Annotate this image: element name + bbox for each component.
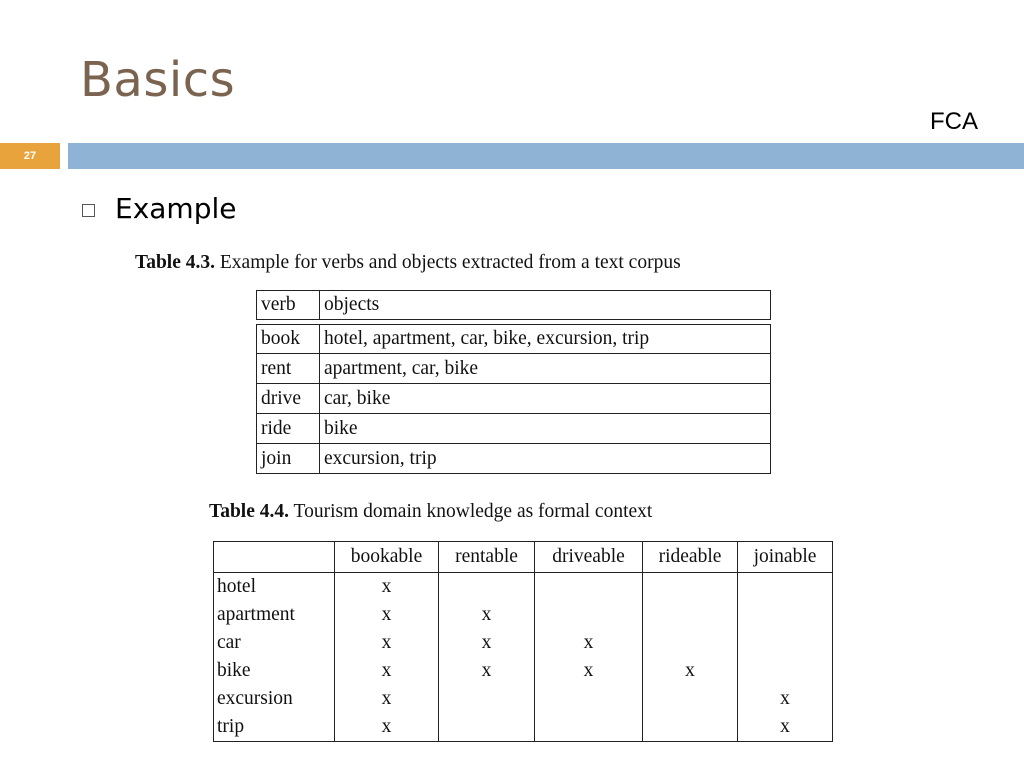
incidence-cell: x: [335, 573, 439, 602]
incidence-cell: [738, 657, 833, 685]
incidence-cell: [738, 629, 833, 657]
incidence-cell: x: [335, 685, 439, 713]
attribute-header: rideable: [643, 542, 738, 573]
incidence-cell: x: [439, 657, 535, 685]
object-name-cell: trip: [214, 713, 335, 742]
incidence-cell: [738, 573, 833, 602]
objects-cell: car, bike: [324, 387, 391, 409]
verb-cell: drive: [257, 384, 320, 413]
table-row: [214, 629, 833, 657]
slide-title: Basics: [80, 52, 236, 108]
attribute-header: rentable: [439, 542, 535, 573]
verb-cell: verb: [257, 291, 320, 319]
table-header-row: [214, 542, 833, 573]
incidence-cell: x: [535, 657, 643, 685]
incidence-cell: [643, 573, 738, 602]
objects-cell: apartment, car, bike: [324, 357, 479, 379]
slide-number: 27: [0, 143, 60, 169]
table-row: [214, 713, 833, 742]
bullet-item: [82, 192, 236, 225]
incidence-cell: x: [439, 629, 535, 657]
table-4-4: [213, 541, 833, 742]
object-name-cell: apartment: [214, 601, 335, 629]
section-label: FCA: [930, 108, 978, 135]
verb-cell: ride: [257, 414, 320, 443]
object-name-cell: car: [214, 629, 335, 657]
incidence-cell: [643, 713, 738, 742]
table-row: [214, 601, 833, 629]
caption-label: Table 4.4.: [209, 501, 290, 522]
objects-cell: excursion, trip: [324, 447, 437, 469]
objects-cell: objects: [324, 294, 380, 315]
incidence-cell: x: [335, 657, 439, 685]
incidence-cell: [535, 573, 643, 602]
objects-cell: hotel, apartment, car, bike, excursion, trip: [324, 328, 650, 349]
table-row: [256, 384, 771, 414]
header-band: [0, 143, 1024, 169]
table-row: [256, 444, 771, 474]
attribute-header: driveable: [535, 542, 643, 573]
caption-label: Table 4.3.: [135, 252, 216, 273]
incidence-cell: [535, 601, 643, 629]
verb-cell: rent: [257, 354, 320, 383]
incidence-cell: x: [738, 713, 833, 742]
verb-cell: book: [257, 325, 320, 353]
attribute-header: bookable: [335, 542, 439, 573]
incidence-cell: x: [335, 629, 439, 657]
table-row: [214, 657, 833, 685]
table-row: [256, 324, 771, 354]
verb-cell: join: [257, 444, 320, 473]
table-4-4-caption: [209, 501, 652, 523]
incidence-cell: [535, 713, 643, 742]
incidence-cell: [643, 601, 738, 629]
square-bullet-icon: [82, 204, 95, 217]
table-row: [256, 354, 771, 384]
table-header-row: [256, 290, 771, 320]
incidence-cell: [439, 685, 535, 713]
bullet-text: Example: [115, 192, 237, 225]
incidence-cell: x: [643, 657, 738, 685]
incidence-cell: x: [738, 685, 833, 713]
table-row: [214, 685, 833, 713]
object-name-cell: excursion: [214, 685, 335, 713]
table-row: [256, 414, 771, 444]
caption-text: Tourism domain knowledge as formal context: [293, 501, 653, 522]
incidence-cell: [643, 629, 738, 657]
object-name-cell: bike: [214, 657, 335, 685]
incidence-cell: [738, 601, 833, 629]
caption-text: Example for verbs and objects extracted from a text corpus: [219, 252, 681, 273]
table-row: [214, 573, 833, 602]
table-4-3-caption: [135, 252, 681, 274]
header-bar: [68, 143, 1024, 169]
incidence-cell: [643, 685, 738, 713]
corner-cell: [214, 542, 335, 573]
objects-cell: bike: [324, 417, 358, 439]
table-4-3: [256, 290, 771, 474]
incidence-cell: [439, 713, 535, 742]
incidence-cell: x: [535, 629, 643, 657]
incidence-cell: [535, 685, 643, 713]
incidence-cell: x: [439, 601, 535, 629]
incidence-cell: x: [335, 713, 439, 742]
incidence-cell: [439, 573, 535, 602]
incidence-cell: x: [335, 601, 439, 629]
object-name-cell: hotel: [214, 573, 335, 602]
attribute-header: joinable: [738, 542, 833, 573]
